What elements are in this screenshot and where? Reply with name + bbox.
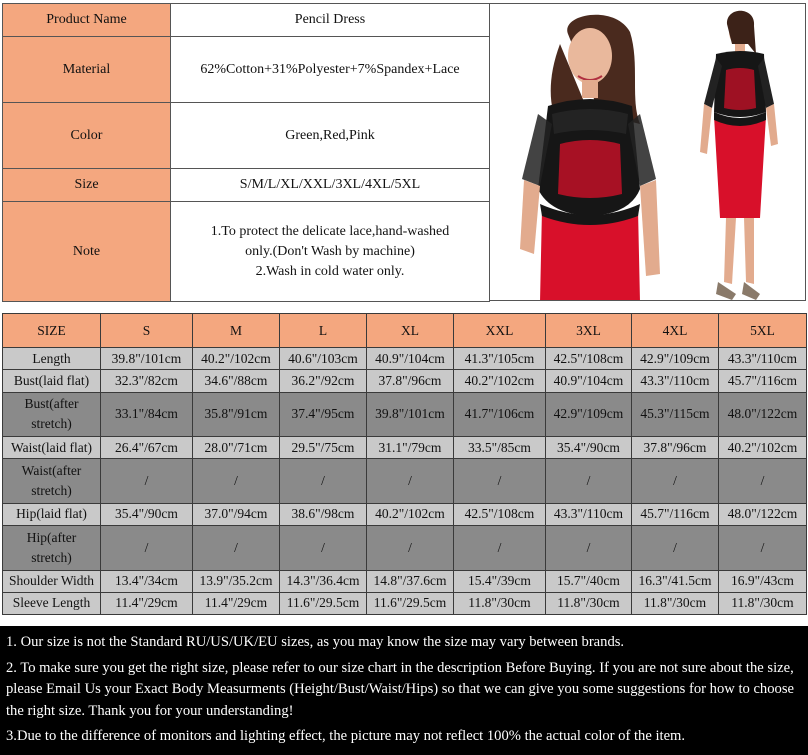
size-row-label	[3, 370, 101, 392]
size-value-cell: /	[101, 526, 193, 571]
size-value-cell: 11.6"/29.5cm	[280, 592, 367, 614]
size-note: 2. To make sure you get the right size, please refer to our size chart in the description Before Buying. If you are not sure about the size, please Email Us your Exact Body Measurments (Height/Bust/Waist/Hips) so that we can give you some suggestions for how to choose the right size. Thank you for your understanding!	[6, 659, 794, 719]
size-note: 1. Our size is not the Standard RU/US/UK/EU sizes, as you may know the size may vary between brands.	[6, 634, 625, 650]
size-row	[3, 348, 807, 370]
size-row	[3, 392, 807, 437]
size-value-cell: 42.9"/109cm	[632, 348, 719, 370]
size-row-label	[3, 348, 101, 370]
size-value-cell: 40.2"/102cm	[367, 503, 454, 525]
size-value-cell: 16.3"/41.5cm	[632, 570, 719, 592]
size-value-cell: /	[546, 526, 632, 571]
size-chart-table	[2, 313, 807, 615]
size-value-cell: 48.0"/122cm	[719, 392, 807, 437]
size-value-cell: 36.2"/92cm	[280, 370, 367, 392]
size-value-cell: 38.6"/98cm	[280, 503, 367, 525]
size-value-cell: /	[632, 526, 719, 571]
product-info-value	[171, 103, 490, 169]
size-chart-header	[3, 314, 807, 348]
product-info-value-line: only.(Don't Wash by machine)	[245, 243, 415, 259]
size-value-cell: 40.9"/104cm	[367, 348, 454, 370]
product-info-row	[3, 4, 490, 37]
size-value-cell: 40.2"/102cm	[719, 437, 807, 459]
size-row	[3, 503, 807, 525]
size-value-cell: 13.9"/35.2cm	[193, 570, 280, 592]
size-value-cell: 35.4"/90cm	[546, 437, 632, 459]
size-value-cell: 40.2"/102cm	[454, 370, 546, 392]
size-value-cell: /	[719, 459, 807, 504]
product-info-table	[2, 3, 490, 302]
size-value-cell: 40.9"/104cm	[546, 370, 632, 392]
product-info-value	[171, 4, 490, 37]
size-value-cell: /	[632, 459, 719, 504]
product-info-body	[3, 4, 490, 302]
product-info-row	[3, 169, 490, 202]
size-value-cell: /	[719, 526, 807, 571]
size-value-cell: 37.0"/94cm	[193, 503, 280, 525]
product-info-label: Size	[3, 169, 171, 202]
size-value-cell: 37.8"/96cm	[367, 370, 454, 392]
size-row-label	[3, 526, 101, 571]
size-row	[3, 370, 807, 392]
size-value-cell: 11.8"/30cm	[454, 592, 546, 614]
size-header-cell: S	[101, 314, 193, 348]
size-value-cell: /	[367, 459, 454, 504]
product-info-label: Note	[3, 202, 171, 302]
model-side-figure	[700, 11, 778, 300]
size-row-label	[3, 392, 101, 437]
product-info-label: Material	[3, 37, 171, 103]
size-value-cell: 14.8"/37.6cm	[367, 570, 454, 592]
product-info-label: Product Name	[3, 4, 171, 37]
size-value-cell: 43.3"/110cm	[546, 503, 632, 525]
size-row-label	[3, 437, 101, 459]
size-value-cell: 31.1"/79cm	[367, 437, 454, 459]
size-value-cell: /	[101, 459, 193, 504]
size-header-cell: XL	[367, 314, 454, 348]
size-value-cell: 11.8"/30cm	[632, 592, 719, 614]
size-value-cell: 43.3"/110cm	[719, 348, 807, 370]
size-row	[3, 459, 807, 504]
size-row-label-line: Bust(after	[24, 396, 79, 412]
product-info-value	[171, 202, 490, 302]
size-value-cell: 32.3"/82cm	[101, 370, 193, 392]
size-value-cell: /	[193, 459, 280, 504]
size-header-cell: XXL	[454, 314, 546, 348]
size-header-cell: 4XL	[632, 314, 719, 348]
size-value-cell: 39.8"/101cm	[101, 348, 193, 370]
size-value-cell: 40.6"/103cm	[280, 348, 367, 370]
size-value-cell: 11.4"/29cm	[101, 592, 193, 614]
size-value-cell: 33.5"/85cm	[454, 437, 546, 459]
size-value-cell: 45.7"/116cm	[719, 370, 807, 392]
size-value-cell: /	[454, 459, 546, 504]
size-value-cell: 39.8"/101cm	[367, 392, 454, 437]
product-info-label: Color	[3, 103, 171, 169]
size-value-cell: 40.2"/102cm	[193, 348, 280, 370]
size-header-cell: 3XL	[546, 314, 632, 348]
size-row-label-line: Bust(laid flat)	[13, 372, 90, 388]
size-value-cell: 42.9"/109cm	[546, 392, 632, 437]
size-value-cell: 11.8"/30cm	[719, 592, 807, 614]
model-front-figure	[520, 15, 660, 301]
product-info-row	[3, 37, 490, 103]
size-header-cell: SIZE	[3, 314, 101, 348]
size-value-cell: /	[193, 526, 280, 571]
size-value-cell: 26.4"/67cm	[101, 437, 193, 459]
size-row-label-line: stretch)	[31, 416, 72, 432]
size-chart-body	[3, 348, 807, 615]
size-row-label-line: stretch)	[31, 483, 72, 498]
size-row-label-line: stretch)	[31, 549, 72, 565]
size-value-cell: /	[280, 459, 367, 504]
size-row-label-line: Shoulder Width	[8, 573, 95, 589]
size-header-cell: M	[193, 314, 280, 348]
size-note: 3.Due to the difference of monitors and lighting effect, the picture may not reflect 100% the actual color of the item.	[6, 728, 686, 744]
size-value-cell: 14.3"/36.4cm	[280, 570, 367, 592]
size-value-cell: 45.3"/115cm	[632, 392, 719, 437]
size-value-cell: 28.0"/71cm	[193, 437, 280, 459]
size-value-cell: 41.7"/106cm	[454, 392, 546, 437]
size-value-cell: /	[546, 459, 632, 504]
size-value-cell: 43.3"/110cm	[632, 370, 719, 392]
size-row	[3, 437, 807, 459]
size-row-label	[3, 503, 101, 525]
product-info-value-line: 1.To protect the delicate lace,hand-washed	[210, 223, 450, 239]
size-row-label-line: Hip(after	[26, 529, 77, 545]
size-value-cell: 37.8"/96cm	[632, 437, 719, 459]
size-value-cell: 35.4"/90cm	[101, 503, 193, 525]
size-row-label-line: Waist(after	[21, 463, 82, 478]
size-value-cell: /	[454, 526, 546, 571]
size-value-cell: 35.8"/91cm	[193, 392, 280, 437]
size-row	[3, 570, 807, 592]
product-info-value-line: Green,Red,Pink	[285, 127, 375, 143]
product-info-value-line: Pencil Dress	[294, 12, 366, 27]
product-info-value-line: 2.Wash in cold water only.	[255, 263, 405, 279]
size-value-cell: /	[280, 526, 367, 571]
product-info-value	[171, 169, 490, 202]
size-value-cell: 16.9"/43cm	[719, 570, 807, 592]
size-row-label	[3, 459, 101, 504]
size-value-cell: 42.5"/108cm	[454, 503, 546, 525]
size-header-cell: 5XL	[719, 314, 807, 348]
size-row-label-line: Waist(laid flat)	[10, 439, 92, 455]
size-row	[3, 592, 807, 614]
size-value-cell: 15.4"/39cm	[454, 570, 546, 592]
size-value-cell: 48.0"/122cm	[719, 503, 807, 525]
product-info-value-line: 62%Cotton+31%Polyester+7%Spandex+Lace	[200, 61, 460, 77]
size-value-cell: /	[367, 526, 454, 571]
size-row-label-line: Length	[32, 350, 71, 366]
size-row-label-line: Sleeve Length	[12, 595, 91, 611]
size-header-cell: L	[280, 314, 367, 348]
size-value-cell: 11.8"/30cm	[546, 592, 632, 614]
size-value-cell: 33.1"/84cm	[101, 392, 193, 437]
size-value-cell: 15.7"/40cm	[546, 570, 632, 592]
size-value-cell: 45.7"/116cm	[632, 503, 719, 525]
size-row-label	[3, 592, 101, 614]
size-row-label-line: Hip(laid flat)	[16, 506, 87, 522]
product-info-row	[3, 103, 490, 169]
size-notes-panel	[0, 626, 808, 755]
size-row	[3, 526, 807, 571]
product-photo	[490, 3, 806, 301]
size-row-label	[3, 570, 101, 592]
size-value-cell: 11.6"/29.5cm	[367, 592, 454, 614]
size-value-cell: 34.6"/88cm	[193, 370, 280, 392]
size-value-cell: 37.4"/95cm	[280, 392, 367, 437]
size-header-row	[3, 314, 807, 348]
product-info-value-line: S/M/L/XL/XXL/3XL/4XL/5XL	[239, 177, 421, 192]
model-illustration	[490, 4, 806, 301]
size-value-cell: 42.5"/108cm	[546, 348, 632, 370]
size-value-cell: 29.5"/75cm	[280, 437, 367, 459]
size-value-cell: 11.4"/29cm	[193, 592, 280, 614]
size-value-cell: 41.3"/105cm	[454, 348, 546, 370]
product-info-value	[171, 37, 490, 103]
size-value-cell: 13.4"/34cm	[101, 570, 193, 592]
product-info-row	[3, 202, 490, 302]
